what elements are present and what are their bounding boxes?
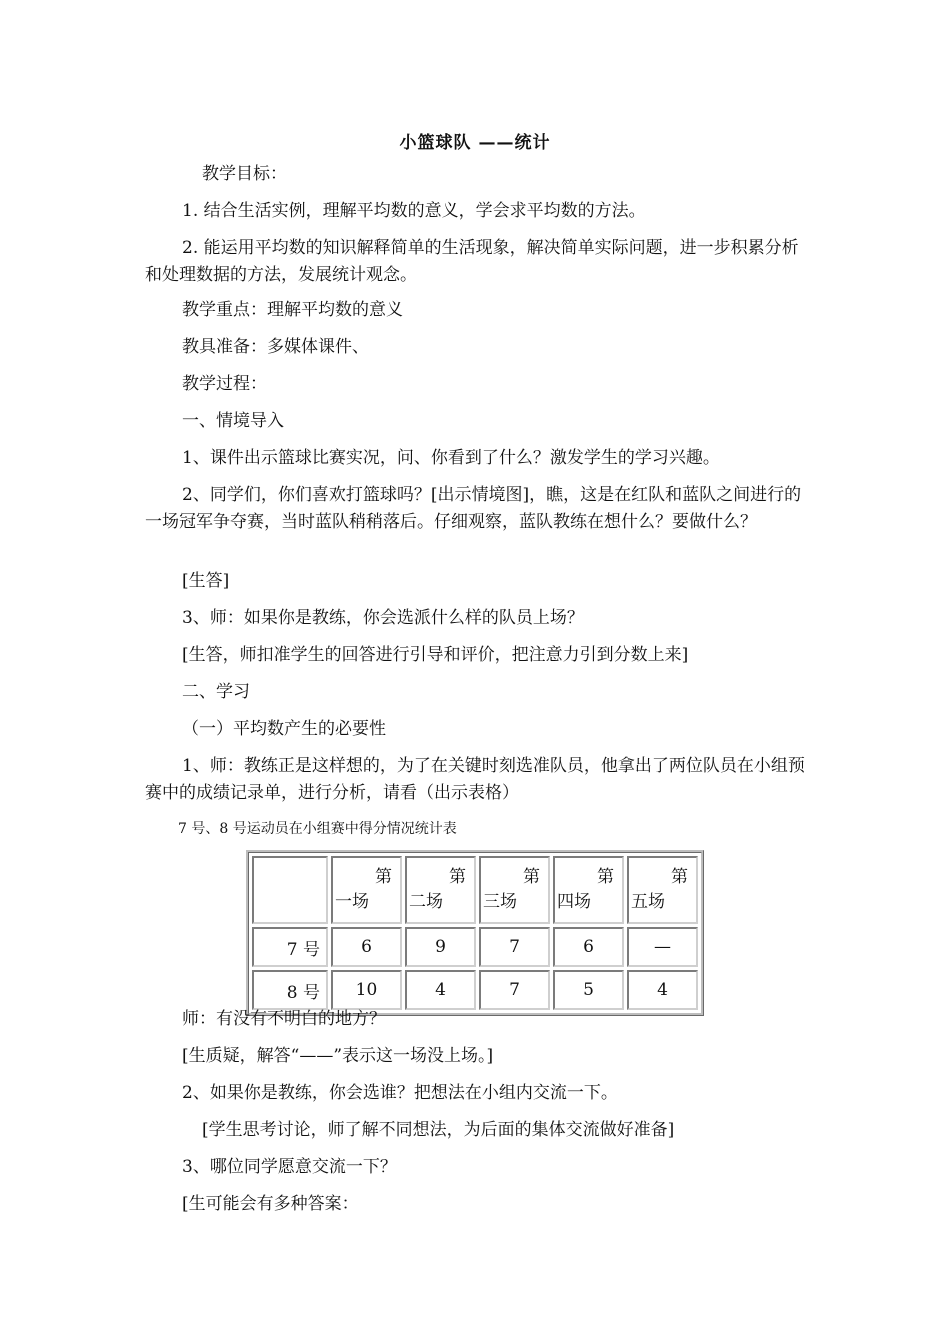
document-title: 小篮球队 ——统计 <box>399 133 551 153</box>
table-corner-cell <box>252 856 328 924</box>
step-1-1: 1、课件出示篮球比赛实况，问、你看到了什么？激发学生的学习兴趣。 <box>182 448 720 468</box>
step-2-2: 2、如果你是教练，你会选谁？把想法在小组内交流一下。 <box>182 1083 618 1103</box>
table-cell: 4 <box>627 970 698 1010</box>
student-question: [生质疑，解答“——”表示这一场没上场。] <box>182 1046 494 1066</box>
key-point: 教学重点：理解平均数的意义 <box>182 300 403 320</box>
table-header-cell <box>627 856 698 924</box>
score-table <box>246 850 704 1016</box>
table-cell: 6 <box>331 927 402 967</box>
header-bottom: 三场 <box>482 892 517 912</box>
objective-2: 2. 能运用平均数的知识解释简单的生活现象，解决简单实际问题，进一步积累分析和处理数据的方法，发展统计观念。 <box>145 238 799 285</box>
header-top: 第 <box>596 867 614 887</box>
step-1-2: 2、同学们，你们喜欢打篮球吗？[出示情境图]，瞧，这是在红队和蓝队之间进行的一场冠军争夺赛，当时蓝队稍稍落后。仔细观察，蓝队教练在想什么？要做什么？ <box>145 485 802 532</box>
section-heading-2: 二、学习 <box>182 682 250 702</box>
materials: 教具准备：多媒体课件、 <box>182 337 369 357</box>
objective-1: 1. 结合生活实例，理解平均数的意义，学会求平均数的方法。 <box>182 201 646 221</box>
table-header-cell <box>479 856 550 924</box>
objectives-heading: 教学目标： <box>202 164 287 184</box>
section-heading-1: 一、情境导入 <box>182 411 284 431</box>
table-cell: 4 <box>405 970 476 1010</box>
header-top: 第 <box>522 867 540 887</box>
header-bottom: 一场 <box>334 892 369 912</box>
table-row <box>252 970 698 1010</box>
table-cell: 9 <box>405 927 476 967</box>
answer-2: [生答，师扣准学生的回答进行引导和评价，把注意力引到分数上来] <box>182 645 689 665</box>
table-header-row <box>252 856 698 924</box>
table-header-cell <box>405 856 476 924</box>
header-top: 第 <box>374 867 392 887</box>
row-label: 8 号 <box>252 970 328 1010</box>
table-cell: 10 <box>331 970 402 1010</box>
step-1-3: 3、师：如果你是教练，你会选派什么样的队员上场？ <box>182 608 584 628</box>
table-cell: — <box>627 927 698 967</box>
header-bottom: 四场 <box>556 892 591 912</box>
table-cell: 5 <box>553 970 624 1010</box>
header-top: 第 <box>671 867 688 887</box>
header-bottom: 二场 <box>408 892 443 912</box>
discussion-note: [学生思考讨论，师了解不同想法，为后面的集体交流做好准备] <box>202 1120 675 1140</box>
step-2-1: 1、师：教练正是这样想的，为了在关键时刻选准队员，他拿出了两位队员在小组预赛中的成绩记录单，进行分析，请看（出示表格） <box>145 756 805 803</box>
answer-1: [生答] <box>182 571 230 591</box>
step-2-3: 3、哪位同学愿意交流一下？ <box>182 1157 397 1177</box>
table-cell: 7 <box>479 970 550 1010</box>
answers-start: [生可能会有多种答案： <box>182 1194 359 1214</box>
table-header-cell <box>553 856 624 924</box>
header-bottom: 五场 <box>630 892 665 912</box>
table-row <box>252 927 698 967</box>
table-header-cell <box>331 856 402 924</box>
table-caption: 7 号、8 号运动员在小组赛中得分情况统计表 <box>178 821 457 837</box>
teacher-question: 师：有没有不明白的地方？ <box>182 1009 386 1029</box>
header-top: 第 <box>448 867 466 887</box>
table-cell: 7 <box>479 927 550 967</box>
process-heading: 教学过程： <box>182 374 267 394</box>
subsection-heading-1: （一）平均数产生的必要性 <box>182 719 386 739</box>
row-label: 7 号 <box>252 927 328 967</box>
table-cell: 6 <box>553 927 624 967</box>
